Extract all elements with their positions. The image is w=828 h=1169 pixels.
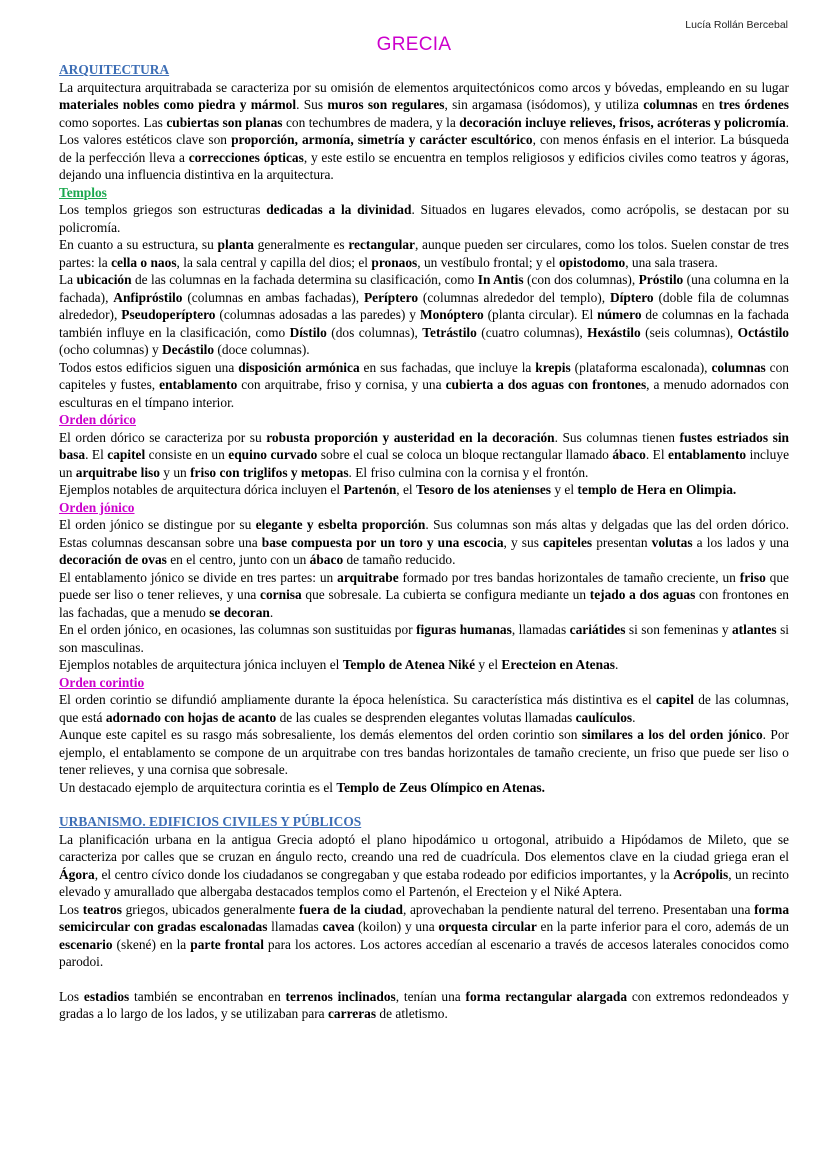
paragraph: El orden corintio se difundió ampliamente durante la época helenística. Su característica más distintiva es el capitel de las columnas, que está adornado con hojas de acanto de las cuales se desprenden elegantes volutas llamadas caulículos.	[59, 692, 789, 725]
bold-term: adornado con hojas de acanto	[105, 709, 277, 725]
bold-term: Dístilo	[289, 324, 327, 340]
bold-term: Acrópolis	[673, 866, 729, 882]
bold-term: se decoran	[209, 604, 270, 620]
bold-term: Templo de Zeus Olímpico en Atenas.	[336, 779, 545, 795]
bold-term: decoración de ovas	[59, 552, 167, 567]
bold-term: columnas	[711, 359, 766, 375]
bold-term: carreras	[327, 1006, 377, 1021]
bold-term: número	[597, 307, 642, 322]
bold-term: orquesta circular	[438, 919, 537, 934]
section-heading: ARQUITECTURA	[59, 62, 170, 77]
paragraph: El orden jónico se distingue por su elegante y esbelta proporción. Sus columnas son más altas y delgadas que las del orden dórico. Estas columnas descansan sobre una base compuesta por un toro y una escocia, y sus capiteles presentan volutas a los lados y una decoración de ovas en el centro, junto con un ábaco de tamaño reducido.	[59, 517, 790, 567]
bold-term: forma rectangular alargada	[465, 988, 628, 1004]
bold-term: ubicación	[76, 272, 132, 287]
paragraph: Los templos griegos son estructuras dedicadas a la divinidad. Situados en lugares elevados, como acrópolis, se destacan por su policromía.	[59, 202, 790, 235]
bold-term: fuera de la ciudad	[299, 901, 403, 917]
bold-term: Tesoro de los atenienses	[415, 482, 552, 497]
bold-term: templo de Hera en Olimpia.	[577, 482, 737, 497]
bold-term: columnas	[643, 97, 698, 112]
paragraph: El orden dórico se caracteriza por su robusta proporción y austeridad en la decoración. Sus columnas tienen fustes estriados sin basa. El capitel consiste en un equino curvado sobre el cual se coloca un bloque rectangular llamado ábaco. El entablamento incluye un arquitrabe liso y un friso con triglifos y metopas. El friso culmina con la cornisa y el frontón.	[59, 429, 790, 480]
bold-term: ábaco	[612, 447, 646, 462]
bold-term: volutas	[651, 534, 693, 550]
bold-term: correcciones ópticas	[188, 149, 304, 165]
bold-term: cariátides	[569, 622, 626, 637]
bold-term: equino curvado	[228, 447, 318, 462]
bold-term: cella o naos	[111, 254, 177, 270]
bold-term: Decástilo	[162, 342, 215, 357]
bold-term: proporción, armonía, simetría y carácter escultórico	[231, 132, 533, 147]
bold-term: Hexástilo	[587, 324, 641, 340]
bold-term: similares a los del orden jónico	[581, 727, 763, 742]
bold-term: Anfipróstilo	[113, 289, 183, 305]
bold-term: cubiertas son planas	[166, 114, 283, 130]
bold-term: estadios	[83, 988, 130, 1004]
paragraph: Un destacado ejemplo de arquitectura corintia es el Templo de Zeus Olímpico en Atenas.	[59, 779, 545, 795]
section-spacer	[59, 796, 789, 813]
bold-term: opistodomo	[558, 254, 626, 270]
paragraph: Los estadios también se encontraban en terrenos inclinados, tenían una forma rectangular alargada con extremos redondeados y gradas a lo largo de los lados, y se utilizaban para carreras de atletismo.	[59, 988, 789, 1021]
paragraph: Aunque este capitel es su rasgo más sobresaliente, los demás elementos del orden corintio son similares a los del orden jónico. Por ejemplo, el entablamento se compone de un arquitrabe con tres bandas horizontales de tamaño creciente, un friso que puede ser liso o tener relieves, y una cornisa que sobresale.	[59, 727, 789, 777]
bold-term: Templo de Atenea Niké	[342, 657, 476, 672]
bold-term: Próstilo	[638, 272, 684, 287]
bold-term: Períptero	[363, 289, 419, 305]
paragraph: El entablamento jónico se divide en tres partes: un arquitrabe formado por tres bandas horizontales de tamaño creciente, un friso que puede ser liso o tener relieves, y una cornisa que sobresale. La cubierta se configura mediante un tejado a dos aguas con frontones en las fachadas, que a menudo se decoran.	[59, 569, 790, 620]
bold-term: fustes estriados sin basa	[59, 429, 789, 462]
bold-term: In Antis	[477, 272, 524, 287]
paragraph: La arquitectura arquitrabada se caracteriza por su omisión de elementos arquitectónicos como arcos y bóvedas, empleando en su lugar materiales nobles como piedra y mármol. Sus muros son regulares, sin argamasa (isódomos), y utiliza columnas en tres órdenes como soportes. Las cubiertas son planas con techumbres de madera, y la decoración incluye relieves, frisos, acróteras y policromía. Los valores estéticos clave son proporción, armonía, simetría y carácter escultórico, con menos énfasis en el interior. La búsqueda de la perfección lleva a correcciones ópticas, y este estilo se encuentra en templos religiosos y edificios civiles como teatros y ágoras, dejando una influencia distintiva en la arquitectura.	[59, 79, 790, 182]
bold-term: base compuesta por un toro y una escocia	[261, 534, 504, 550]
bold-term: robusta proporción y austeridad en la decoración	[266, 429, 555, 445]
bold-term: Pseudoperíptero	[121, 307, 216, 322]
bold-term: cubierta a dos aguas con frontones	[445, 377, 647, 392]
section-heading: Orden dórico	[59, 412, 136, 427]
bold-term: capiteles	[543, 534, 593, 550]
bold-term: tres órdenes	[718, 97, 790, 112]
paragraph-spacer	[59, 971, 789, 988]
bold-term: elegante y esbelta proporción	[255, 517, 426, 532]
bold-term: Erecteion en Atenas	[501, 657, 615, 672]
bold-term: figuras humanas	[416, 622, 512, 637]
bold-term: escenario	[59, 936, 113, 952]
bold-term: disposición armónica	[238, 359, 360, 375]
bold-term: dedicadas a la divinidad	[266, 202, 412, 217]
bold-term: friso	[739, 569, 766, 585]
paragraph: En el orden jónico, en ocasiones, las columnas son sustituidas por figuras humanas, llamadas cariátides si son femeninas y atlantes si son masculinas.	[59, 622, 790, 655]
bold-term: decoración incluye relieves, frisos, acróteras y policromía	[459, 114, 786, 130]
bold-term: krepis	[535, 359, 571, 375]
document-title: GRECIA	[376, 34, 452, 55]
bold-term: pronaos	[371, 254, 418, 270]
bold-term: entablamento	[159, 377, 238, 392]
bold-term: forma semicircular con gradas escalonadas	[59, 901, 790, 934]
bold-term: tejado a dos aguas	[589, 587, 696, 602]
bold-term: materiales nobles como piedra y mármol	[59, 97, 297, 112]
bold-term: arquitrabe liso	[75, 464, 160, 480]
paragraph: En cuanto a su estructura, su planta generalmente es rectangular, aunque pueden ser circulares, como los tolos. Suelen constar de tres partes: la cella o naos, la sala central y capilla del dios; el pronaos, un vestíbulo frontal; y el opistodomo, una sala trasera.	[59, 237, 789, 270]
bold-term: caulículos	[575, 709, 633, 725]
bold-term: entablamento	[668, 447, 747, 462]
bold-term: Díptero	[609, 289, 654, 305]
section-heading: URBANISMO. EDIFICIOS CIVILES Y PÚBLICOS	[59, 814, 362, 829]
bold-term: cornisa	[260, 587, 302, 602]
bold-term: Monóptero	[419, 307, 484, 322]
bold-term: ábaco	[309, 552, 344, 567]
bold-term: friso con triglifos y metopas	[190, 464, 349, 480]
document-body	[59, 61, 789, 1023]
paragraph: La planificación urbana en la antigua Grecia adoptó el plano hipodámico u ortogonal, atribuido a Hipódamos de Mileto, que se caracteriza por calles que se cruzan en ángulo recto, creando una red de cuadrícula. Dos elementos clave en la ciudad griega eran el Ágora, el centro cívico donde los ciudadanos se congregaban y que estaba rodeado por edificios importantes, y la Acrópolis, un recinto elevado y amurallado que albergaba destacados templos como el Partenón, el Erecteion y el Niké Aptera.	[59, 831, 789, 899]
bold-term: capitel	[107, 447, 146, 462]
paragraph: La ubicación de las columnas en la fachada determina su clasificación, como In Antis (con dos columnas), Próstilo (una columna en la fachada), Anfipróstilo (columnas en ambas fachadas), Períptero (columnas alrededor del templo), Díptero (doble fila de columnas alrededor), Pseudoperíptero (columnas adosadas a las paredes) y Monóptero (planta circular). El número de columnas en la fachada también influye en la clasificación, como Dístilo (dos columnas), Tetrástilo (cuatro columnas), Hexástilo (seis columnas), Octástilo (ocho columnas) y Decástilo (doce columnas).	[59, 272, 789, 357]
bold-term: terrenos inclinados	[285, 988, 396, 1004]
paragraph: Todos estos edificios siguen una disposición armónica en sus fachadas, que incluye la krepis (plataforma escalonada), columnas con capiteles y fustes, entablamento con arquitrabe, friso y cornisa, y una cubierta a dos aguas con frontones, a menudo adornados con esculturas en el tímpano interior.	[59, 359, 789, 410]
bold-term: Partenón	[343, 482, 397, 497]
bold-term: teatros	[82, 901, 122, 917]
bold-term: planta	[217, 237, 254, 252]
bold-term: muros son regulares	[327, 97, 445, 112]
section-heading: Templos	[59, 184, 107, 200]
bold-term: Ágora	[59, 866, 95, 882]
bold-term: cavea	[322, 919, 355, 934]
paragraph: Los teatros griegos, ubicados generalmente fuera de la ciudad, aprovechaban la pendiente natural del terreno. Presentaban una forma semicircular con gradas escalonadas llamadas cavea (koilon) y una orquesta circular en la parte inferior para el coro, además de un escenario (skené) en la parte frontal para los actores. Los actores accedían al escenario a través de accesos laterales conocidos como parodoi.	[59, 901, 790, 969]
bold-term: arquitrabe	[337, 569, 399, 585]
bold-term: rectangular	[348, 237, 416, 252]
paragraph: Ejemplos notables de arquitectura dórica incluyen el Partenón, el Tesoro de los atenienses y el templo de Hera en Olimpia.	[59, 482, 737, 497]
author-name: Lucía Rollán Bercebal	[685, 19, 788, 31]
bold-term: atlantes	[731, 622, 777, 637]
bold-term: parte frontal	[190, 936, 264, 952]
paragraph: Ejemplos notables de arquitectura jónica incluyen el Templo de Atenea Niké y el Erecteion en Atenas.	[59, 657, 619, 672]
bold-term: capitel	[656, 692, 694, 707]
section-heading: Orden jónico	[59, 499, 135, 515]
section-heading: Orden corintio	[59, 674, 145, 690]
bold-term: Octástilo	[737, 324, 789, 340]
bold-term: Tetrástilo	[422, 324, 477, 340]
